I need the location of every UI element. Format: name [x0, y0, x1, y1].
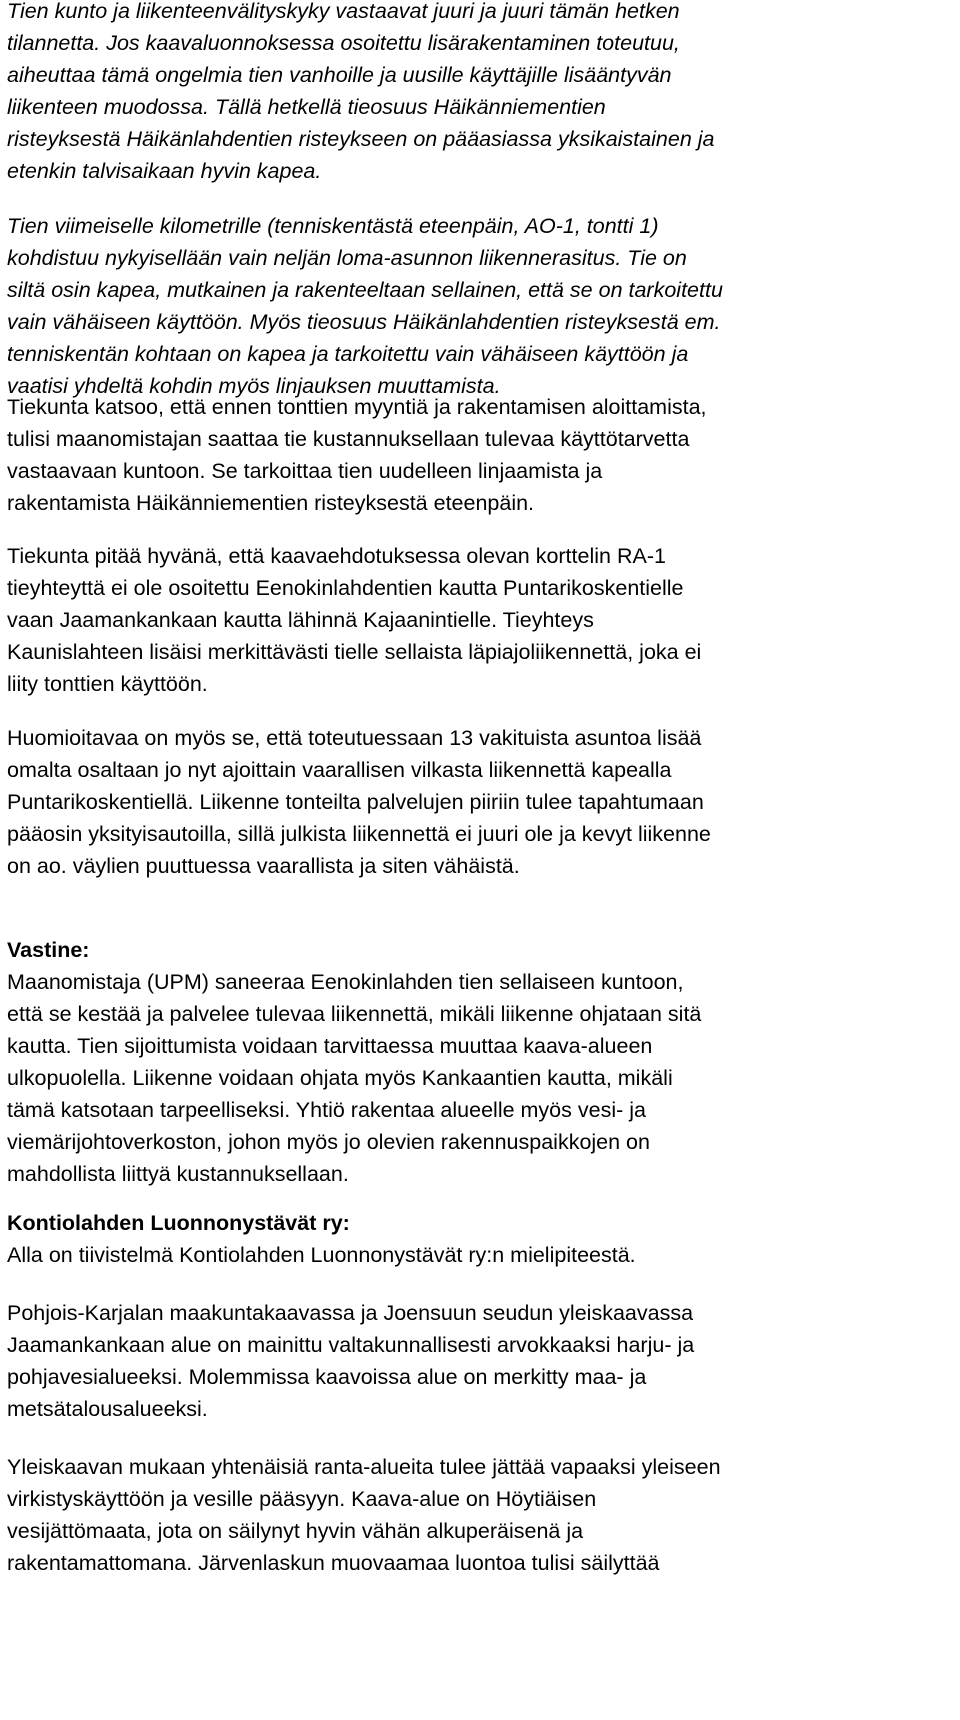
- road-condition-paragraph: Tien kunto ja liikenteenvälityskyky vastaavat juuri ja juuri tämän hetken tilannetta. Jos kaavaluonnoksessa osoitettu lisärakentaminen toteutuu, aiheuttaa tämä ongelmia tien vanhoille ja uusille käyttäjille lisääntyvän liikenteen muodossa. Tällä hetkellä tieosuus Häikänniementien risteyksestä Häikänlahdentien risteykseen on pääasiassa yksikaistainen ja etenkin talvisaikaan hyvin kapea.: [7, 0, 715, 183]
- vastine-text: Maanomistaja (UPM) saneeraa Eenokinlahden tien sellaiseen kuntoon, että se kestää ja palvelee tulevaa liikennettä, mikäli liikenne ohjataan sitä kautta. Tien sijoittumista voidaan tarvittaessa muuttaa kaava-alueen ulkopuolella. Liikenne voidaan ohjata myös Kankaantien kautta, mikäli tämä katsotaan tarpeelliseksi. Yhtiö rakentaa alueelle myös vesi- ja viemärijohtoverkoston, johon myös jo olevien rakennuspaikkojen on mahdollista liittyä kustannuksellaan.: [7, 970, 702, 1186]
- vastine-heading: Vastine:: [7, 938, 90, 962]
- last-kilometer-paragraph: Tien viimeiselle kilometrille (tenniskentästä eteenpäin, AO-1, tontti 1) kohdistuu nykyisellään vain neljän loma-asunnon liikennerasitus. Tie on siltä osin kapea, mutkainen ja rakenteeltaan sellainen, että se on tarkoitettu vain vähäiseen käyttöön. Myös tieosuus Häikänlahdentien risteyksestä em. tenniskentän kohtaan on kapea ja tarkoitettu vain vähäiseen käyttöön ja vaatisi yhdeltä kohdin myös linjauksen muuttamista.: [7, 214, 723, 398]
- kontiolahti-intro: Alla on tiivistelmä Kontiolahden Luonnonystävät ry:n mielipiteestä.: [7, 1243, 636, 1267]
- shoreline-paragraph: Yleiskaavan mukaan yhtenäisiä ranta-alueita tulee jättää vapaaksi yleiseen virkistyskäyttöön ja vesille pääsyyn. Kaava-alue on Höytiäisen vesijättömaata, jota on säilynyt hyvin vähän alkuperäisenä ja rakentamattomana. Järvenlaskun muovaamaa luontoa tulisi säilyttää: [7, 1455, 721, 1575]
- road-connection-paragraph: Tiekunta pitää hyvänä, että kaavaehdotuksessa olevan korttelin RA-1 tieyhteyttä ei ole osoitettu Eenokinlahdentien kautta Puntarikoskentielle vaan Jaamankankaan kautta lähinnä Kajaanintielle. Tieyhteys Kaunislahteen lisäisi merkittävästi tielle sellaista läpiajoliikennettä, joka ei liity tonttien käyttöön.: [7, 544, 702, 696]
- kontiolahti-heading: Kontiolahden Luonnonystävät ry:: [7, 1211, 350, 1235]
- road-association-view-paragraph: Tiekunta katsoo, että ennen tonttien myyntiä ja rakentamisen aloittamista, tulisi maanomistajan saattaa tie kustannuksellaan tulevaa käyttötarvetta vastaavaan kuntoon. Se tarkoittaa tien uudelleen linjaamista ja rakentamista Häikänniementien risteyksestä eteenpäin.: [7, 395, 707, 515]
- traffic-safety-paragraph: Huomioitavaa on myös se, että toteutuessaan 13 vakituista asuntoa lisää omalta osaltaan jo nyt ajoittain vaarallisen vilkasta liikennettä kapealla Puntarikoskentiellä. Liikenne tonteilta palvelujen piiriin tulee tapahtumaan pääosin yksityisautoilla, sillä julkista liikennettä ei juuri ole ja kevyt liikenne on ao. väylien puuttuessa vaarallista ja siten vähäistä.: [7, 726, 711, 878]
- regional-plan-paragraph: Pohjois-Karjalan maakuntakaavassa ja Joensuun seudun yleiskaavassa Jaamankankaan alue on mainittu valtakunnallisesti arvokkaaksi harju- ja pohjavesialueeksi. Molemmissa kaavoissa alue on merkitty maa- ja metsätalousalueeksi.: [7, 1301, 695, 1421]
